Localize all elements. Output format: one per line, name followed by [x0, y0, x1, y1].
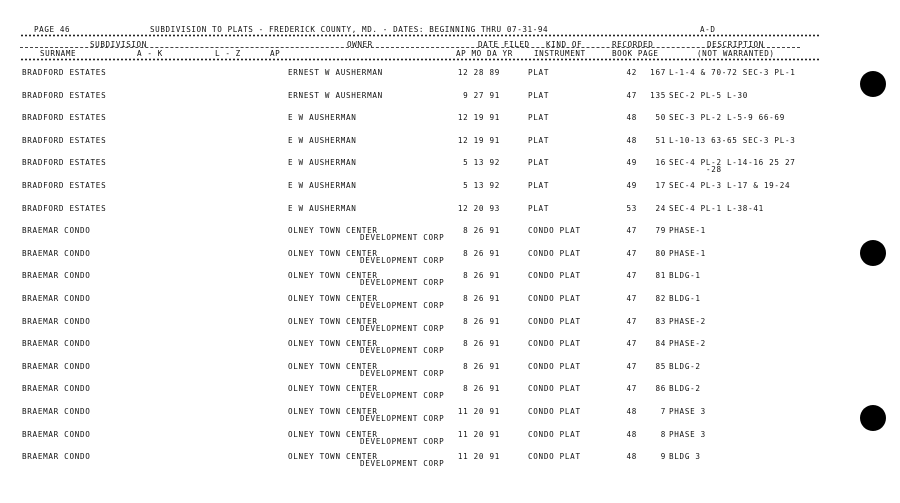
- table-row: [0, 136, 900, 158]
- table-row: [0, 68, 900, 90]
- kind-cell: PLAT: [528, 158, 550, 168]
- date-filed-cell: 8 26 91: [463, 339, 500, 349]
- owner-line2-cell: DEVELOPMENT CORP: [360, 391, 445, 401]
- description-cell: BLDG-2: [669, 361, 701, 371]
- table-row: [0, 271, 900, 293]
- book-cell: 47: [626, 271, 637, 281]
- table-row: [0, 91, 900, 113]
- kind-cell: CONDO PLAT: [528, 226, 581, 236]
- owner-line2-cell: DEVELOPMENT CORP: [360, 459, 445, 469]
- date-filed-cell: 12 20 93: [457, 203, 500, 213]
- subdivision-cell: BRAEMAR CONDO: [22, 429, 91, 439]
- punch-hole-middle: [860, 240, 886, 266]
- book-cell: 48: [626, 135, 637, 145]
- description-cell: L-10-13 63-65 SEC-3 PL-3: [669, 135, 796, 145]
- description-cell: SEC-3 PL-2 L-5-9 66-69: [669, 113, 785, 123]
- book-cell: 47: [626, 316, 637, 326]
- subdivision-cell: BRADFORD ESTATES: [22, 68, 107, 77]
- col-kind-of: KIND OF: [546, 40, 583, 49]
- description-cell: PHASE-2: [669, 316, 706, 326]
- kind-cell: PLAT: [528, 90, 550, 100]
- col-instrument: INSTRUMENT: [534, 49, 586, 58]
- date-filed-cell: 5 13 92: [463, 158, 500, 168]
- description-line2-cell: -28: [706, 165, 722, 175]
- owner-cell: OLNEY TOWN CENTER: [288, 294, 378, 303]
- subdivision-cell: BRADFORD ESTATES: [22, 113, 107, 123]
- date-filed-cell: 9 27 91: [463, 90, 500, 100]
- owner-cell: OLNEY TOWN CENTER: [288, 316, 378, 326]
- page-cell: 9: [660, 452, 666, 462]
- col-surname: SURNAME: [40, 49, 77, 58]
- col-l-z: L - Z: [215, 49, 241, 58]
- description-cell: PHASE-2: [669, 339, 706, 349]
- page-cell: 79: [655, 226, 666, 236]
- page-cell: 24: [655, 203, 666, 213]
- col-a-k: A - K: [137, 49, 163, 58]
- subdivision-cell: BRAEMAR CONDO: [22, 339, 91, 349]
- date-filed-cell: 11 20 91: [457, 429, 500, 439]
- table-row: [0, 113, 900, 135]
- page-cell: 85: [655, 361, 666, 371]
- table-row: [0, 317, 900, 339]
- subdivision-cell: BRAEMAR CONDO: [22, 361, 91, 371]
- owner-cell: ERNEST W AUSHERMAN: [288, 68, 383, 77]
- table-row: [0, 158, 900, 180]
- owner-line2-cell: DEVELOPMENT CORP: [360, 323, 445, 333]
- subdivision-cell: BRADFORD ESTATES: [22, 181, 107, 190]
- table-row: [0, 452, 900, 474]
- page-cell: 17: [655, 181, 666, 190]
- col-subdivision: SUBDIVISION: [90, 40, 147, 49]
- page-cell: 51: [655, 135, 666, 145]
- kind-cell: CONDO PLAT: [528, 429, 581, 439]
- date-filed-cell: 12 19 91: [457, 113, 500, 123]
- owner-cell: OLNEY TOWN CENTER: [288, 429, 378, 439]
- kind-cell: CONDO PLAT: [528, 384, 581, 394]
- date-filed-cell: 8 26 91: [463, 271, 500, 281]
- page-cell: 16: [655, 158, 666, 168]
- owner-line2-cell: DEVELOPMENT CORP: [360, 255, 445, 265]
- date-filed-cell: 12 19 91: [457, 135, 500, 145]
- page-cell: 167: [650, 68, 666, 77]
- table-row: [0, 384, 900, 406]
- page-cell: 82: [655, 294, 666, 303]
- page-cell: 8: [660, 429, 666, 439]
- page-number: PAGE 46: [34, 25, 71, 34]
- owner-line2-cell: DEVELOPMENT CORP: [360, 368, 445, 378]
- description-cell: BLDG-2: [669, 384, 701, 394]
- owner-line2-cell: DEVELOPMENT CORP: [360, 301, 445, 310]
- page-cell: 50: [655, 113, 666, 123]
- book-cell: 47: [626, 226, 637, 236]
- subdivision-cell: BRAEMAR CONDO: [22, 226, 91, 236]
- subdivision-cell: BRADFORD ESTATES: [22, 135, 107, 145]
- description-cell: PHASE 3: [669, 407, 706, 416]
- owner-cell: OLNEY TOWN CENTER: [288, 452, 378, 462]
- subdivision-cell: BRADFORD ESTATES: [22, 203, 107, 213]
- book-cell: 48: [626, 113, 637, 123]
- owner-cell: E W AUSHERMAN: [288, 158, 357, 168]
- date-filed-cell: 12 28 89: [457, 68, 500, 77]
- col-date-filed: DATE FILED: [478, 40, 530, 49]
- book-cell: 47: [626, 361, 637, 371]
- col-ap-mo-da-yr: AP MO DA YR: [456, 49, 513, 58]
- letter-range: A-D: [700, 25, 716, 34]
- punch-hole-top: [860, 71, 886, 97]
- date-filed-cell: 5 13 92: [463, 181, 500, 190]
- description-cell: PHASE-1: [669, 226, 706, 236]
- owner-cell: E W AUSHERMAN: [288, 113, 357, 123]
- description-cell: BLDG 3: [669, 452, 701, 462]
- description-cell: SEC-4 PL-1 L-38-41: [669, 203, 764, 213]
- kind-cell: CONDO PLAT: [528, 294, 581, 303]
- kind-cell: CONDO PLAT: [528, 452, 581, 462]
- book-cell: 47: [626, 294, 637, 303]
- book-cell: 48: [626, 452, 637, 462]
- col-book-page: BOOK PAGE: [612, 49, 659, 58]
- owner-cell: E W AUSHERMAN: [288, 181, 357, 190]
- col-ap: AP: [270, 49, 281, 58]
- owner-line2-cell: DEVELOPMENT CORP: [360, 346, 445, 356]
- table-row: [0, 362, 900, 384]
- description-cell: SEC-4 PL-2 L-14-16 25 27: [669, 158, 796, 168]
- owner-cell: OLNEY TOWN CENTER: [288, 384, 378, 394]
- description-cell: BLDG-1: [669, 271, 701, 281]
- book-cell: 47: [626, 248, 637, 258]
- book-cell: 49: [626, 181, 637, 190]
- owner-cell: OLNEY TOWN CENTER: [288, 271, 378, 281]
- book-cell: 47: [626, 90, 637, 100]
- page-cell: 7: [660, 407, 666, 416]
- description-cell: SEC-4 PL-3 L-17 & 19-24: [669, 181, 791, 190]
- table-row: [0, 181, 900, 203]
- subdivision-cell: BRAEMAR CONDO: [22, 384, 91, 394]
- kind-cell: CONDO PLAT: [528, 339, 581, 349]
- owner-cell: OLNEY TOWN CENTER: [288, 226, 378, 236]
- date-filed-cell: 8 26 91: [463, 226, 500, 236]
- date-filed-cell: 8 26 91: [463, 248, 500, 258]
- kind-cell: PLAT: [528, 113, 550, 123]
- subdivision-cell: BRAEMAR CONDO: [22, 294, 91, 303]
- page-cell: 80: [655, 248, 666, 258]
- description-cell: L-1-4 & 70-72 SEC-3 PL-1: [669, 68, 796, 77]
- col-not-warranted: (NOT WARRANTED): [697, 49, 775, 58]
- bottom-star-divider: [20, 58, 820, 61]
- table-row: [0, 407, 900, 429]
- page-cell: 135: [650, 90, 666, 100]
- subdivision-cell: BRAEMAR CONDO: [22, 407, 91, 416]
- subdivision-cell: BRADFORD ESTATES: [22, 90, 107, 100]
- kind-cell: CONDO PLAT: [528, 316, 581, 326]
- owner-cell: ERNEST W AUSHERMAN: [288, 90, 383, 100]
- kind-cell: PLAT: [528, 68, 550, 77]
- subdivision-cell: BRAEMAR CONDO: [22, 271, 91, 281]
- page-cell: 81: [655, 271, 666, 281]
- date-filed-cell: 8 26 91: [463, 316, 500, 326]
- table-row: [0, 249, 900, 271]
- description-cell: PHASE-1: [669, 248, 706, 258]
- col-owner: OWNER: [347, 40, 373, 49]
- description-cell: BLDG-1: [669, 294, 701, 303]
- owner-cell: E W AUSHERMAN: [288, 135, 357, 145]
- date-filed-cell: 8 26 91: [463, 361, 500, 371]
- kind-cell: PLAT: [528, 203, 550, 213]
- owner-line2-cell: DEVELOPMENT CORP: [360, 233, 445, 243]
- subdivision-cell: BRAEMAR CONDO: [22, 316, 91, 326]
- col-recorded: RECORDED: [612, 40, 654, 49]
- book-cell: 48: [626, 429, 637, 439]
- date-filed-cell: 8 26 91: [463, 384, 500, 394]
- kind-cell: CONDO PLAT: [528, 407, 581, 416]
- header-dash-rule: [20, 47, 800, 48]
- page-cell: 86: [655, 384, 666, 394]
- subdivision-cell: BRAEMAR CONDO: [22, 452, 91, 462]
- table-row: [0, 339, 900, 361]
- owner-line2-cell: DEVELOPMENT CORP: [360, 278, 445, 288]
- page-cell: 84: [655, 339, 666, 349]
- col-description: DESCRIPTION: [707, 40, 764, 49]
- book-cell: 49: [626, 158, 637, 168]
- page-cell: 83: [655, 316, 666, 326]
- date-filed-cell: 8 26 91: [463, 294, 500, 303]
- table-row: [0, 226, 900, 248]
- kind-cell: PLAT: [528, 135, 550, 145]
- owner-cell: OLNEY TOWN CENTER: [288, 339, 378, 349]
- table-row: [0, 294, 900, 316]
- page-title: SUBDIVISION TO PLATS - FREDERICK COUNTY, MD. - DATES: BEGINNING THRU 07-31-94: [150, 25, 549, 34]
- date-filed-cell: 11 20 91: [457, 407, 500, 416]
- description-cell: SEC-2 PL-5 L-30: [669, 90, 749, 100]
- table-row: [0, 204, 900, 226]
- book-cell: 47: [626, 339, 637, 349]
- owner-cell: OLNEY TOWN CENTER: [288, 407, 378, 416]
- table-row: [0, 430, 900, 452]
- book-cell: 53: [626, 203, 637, 213]
- top-star-divider: [20, 34, 820, 37]
- punch-hole-bottom: [860, 405, 886, 431]
- kind-cell: CONDO PLAT: [528, 248, 581, 258]
- book-cell: 47: [626, 384, 637, 394]
- subdivision-cell: BRAEMAR CONDO: [22, 248, 91, 258]
- owner-cell: E W AUSHERMAN: [288, 203, 357, 213]
- date-filed-cell: 11 20 91: [457, 452, 500, 462]
- owner-line2-cell: DEVELOPMENT CORP: [360, 414, 445, 423]
- book-cell: 48: [626, 407, 637, 416]
- kind-cell: CONDO PLAT: [528, 271, 581, 281]
- owner-line2-cell: DEVELOPMENT CORP: [360, 436, 445, 446]
- description-cell: PHASE 3: [669, 429, 706, 439]
- kind-cell: CONDO PLAT: [528, 361, 581, 371]
- book-cell: 42: [626, 68, 637, 77]
- owner-cell: OLNEY TOWN CENTER: [288, 361, 378, 371]
- owner-cell: OLNEY TOWN CENTER: [288, 248, 378, 258]
- subdivision-cell: BRADFORD ESTATES: [22, 158, 107, 168]
- kind-cell: PLAT: [528, 181, 550, 190]
